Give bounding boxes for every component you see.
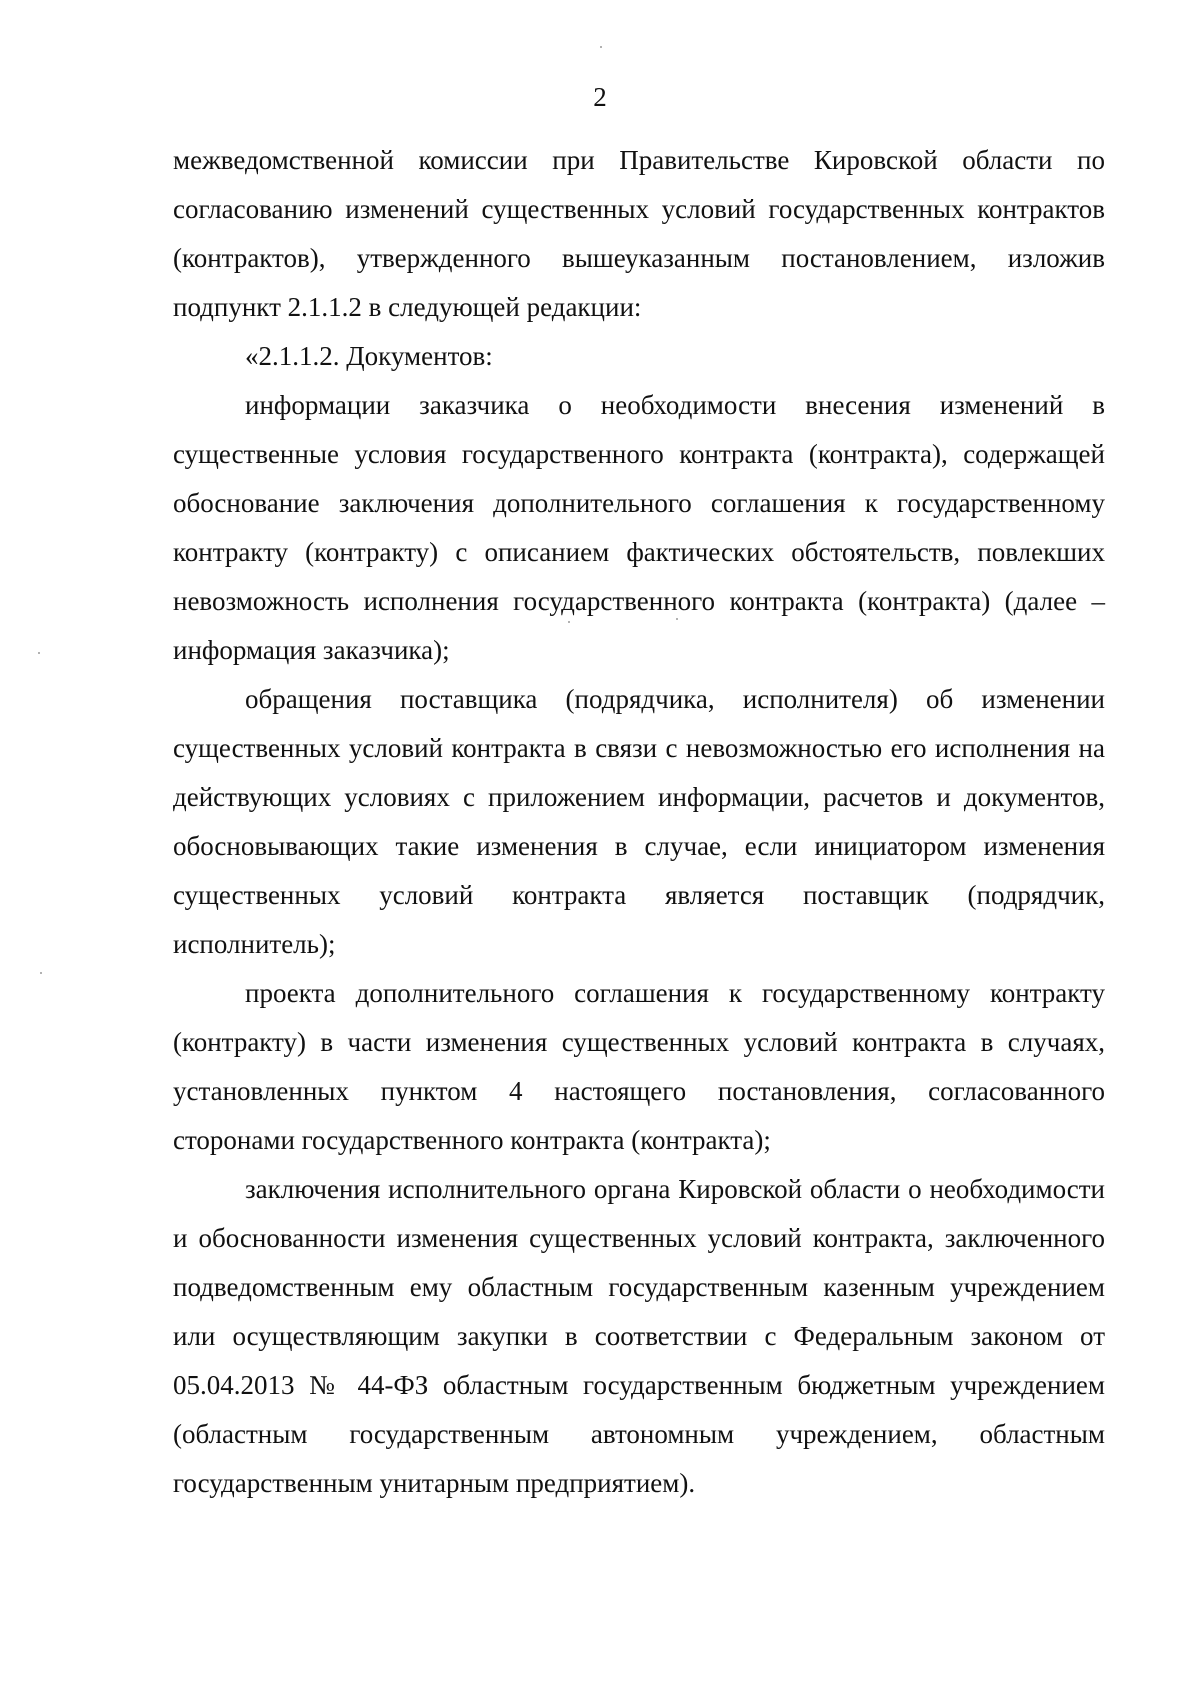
paragraph-draft-agreement: проекта дополнительного соглашения к государственному контракту (контракту) в части изменения существенных условий контракта в случаях, установленных пунктом 4 настоящего постановления, согласованного сторонами государственного контракта (контракта); (173, 978, 1105, 1155)
scan-speck (38, 652, 40, 654)
scan-speck (568, 621, 570, 623)
paragraph-executive-conclusion: заключения исполнительного органа Кировской области о необходимости и обоснованности изменения существенных условий контракта, заключенного подведомственным ему областным государственным казенным учреждением или осуществляющим закупки в соответствии с Федеральным законом от 05.04.2013 № 44-ФЗ областным государственным бюджетным учреждением (областным государственным автономным учреждением, областным государственным унитарным предприятием). (173, 1174, 1105, 1498)
scan-speck (40, 972, 42, 974)
paragraph-supplier-request: обращения поставщика (подрядчика, исполнителя) об изменении существенных условий контракта в связи с невозможностью его исполнения на действующих условиях с приложением информации, расчетов и документов, обосновывающих такие изменения в случае, если инициатором изменения существенных условий контракта является поставщик (подрядчик, исполнитель); (173, 684, 1105, 959)
page-number: 2 (593, 82, 607, 112)
scan-speck (600, 46, 602, 48)
paragraph-continuation: межведомственной комиссии при Правительстве Кировской области по согласованию изменений существенных условий государственных контрактов (контрактов), утвержденного вышеуказанным постановлением, изложив подпункт 2.1.1.2 в следующей редакции: (173, 145, 1105, 322)
scan-speck (676, 618, 678, 620)
document-body (173, 136, 1105, 1508)
paragraph-customer-information: информации заказчика о необходимости внесения изменений в существенные условия государственного контракта (контракта), содержащей обоснование заключения дополнительного соглашения к государственному контракту (контракту) с описанием фактических обстоятельств, повлекших невозможность исполнения государственного контракта (контракта) (далее – информация заказчика); (173, 390, 1105, 665)
paragraph-subclause-heading: «2.1.1.2. Документов: (245, 341, 493, 371)
